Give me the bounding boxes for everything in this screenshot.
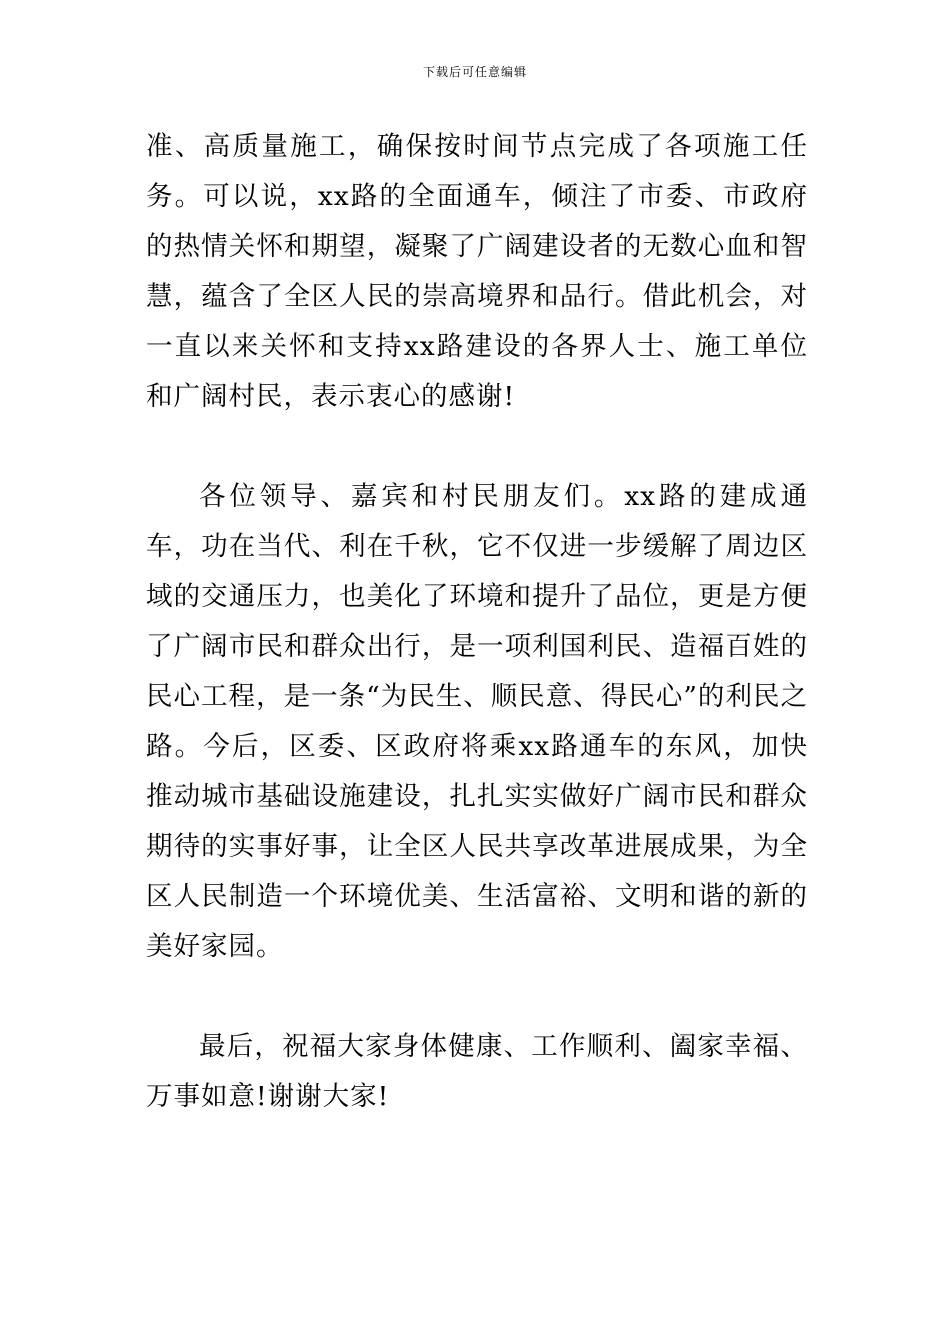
paragraph-road-benefits: 各位领导、嘉宾和村民朋友们。xx路的建成通车，功在当代、利在千秋，它不仅进一步缓解了周边区域的交通压力，也美化了环境和提升了品位，更是方便了广阔市民和群众出行，是一项利国利民、造福百姓的民心工程，是一条“为民生、顺民意、得民心”的利民之路。今后，区委、区政府将乘xx路通车的东风，加快推动城市基础设施建设，扎扎实实做好广阔市民和群众期待的实事好事，让全区人民共享改革进展成果，为全区人民制造一个环境优美、生活富裕、文明和谐的新的美好家园。 — [146, 481, 808, 962]
document-body — [146, 122, 808, 1122]
paragraph-closing-wishes: 最后，祝福大家身体健康、工作顺利、阖家幸福、万事如意!谢谢大家! — [146, 1031, 808, 1112]
paragraph-gap — [146, 972, 808, 1022]
paragraph-gap — [146, 422, 808, 472]
paragraph-thanks: 准、高质量施工，确保按时间节点完成了各项施工任务。可以说，xx路的全面通车，倾注了市委、市政府的热情关怀和期望，凝聚了广阔建设者的无数心血和智慧，蕴含了全区人民的崇高境界和品行。借此机会，对一直以来关怀和支持xx路建设的各界人士、施工单位和广阔村民，表示衷心的感谢! — [146, 131, 808, 412]
page-header: 下载后可任意编辑 — [422, 65, 527, 79]
